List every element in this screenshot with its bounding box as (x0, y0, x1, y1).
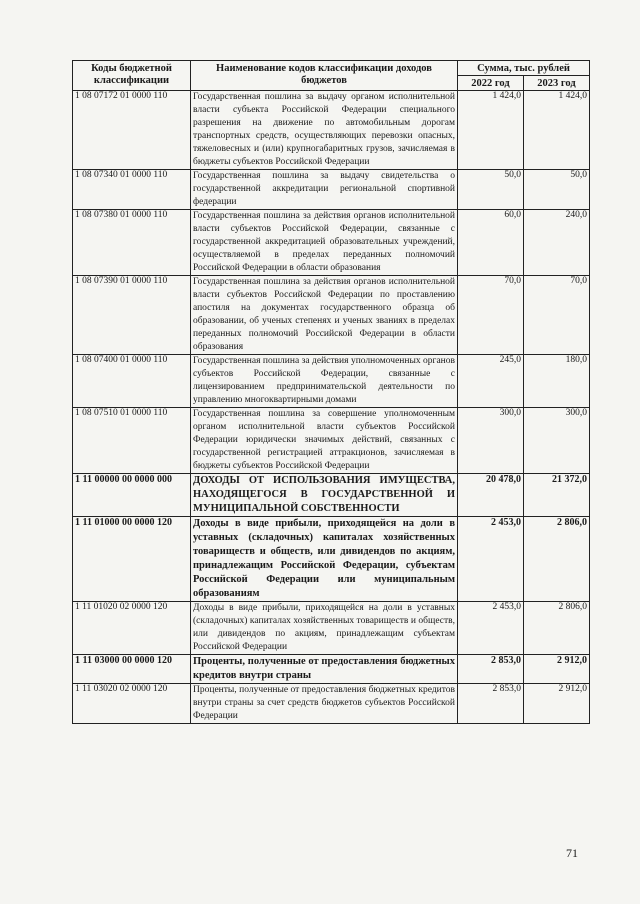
table-body (73, 91, 590, 724)
row-code: 1 08 07510 01 0000 110 (73, 408, 191, 474)
row-amount-2023: 2 806,0 (524, 517, 590, 602)
row-code: 1 11 00000 00 0000 000 (73, 474, 191, 517)
row-amount-2023: 70,0 (524, 276, 590, 355)
table-row (73, 170, 590, 210)
row-amount-2022: 50,0 (458, 170, 524, 210)
row-amount-2023: 21 372,0 (524, 474, 590, 517)
row-amount-2022: 2 853,0 (458, 684, 524, 724)
row-code: 1 11 03000 00 0000 120 (73, 655, 191, 684)
row-amount-2023: 2 912,0 (524, 684, 590, 724)
row-amount-2023: 2 806,0 (524, 602, 590, 655)
budget-revenue-table (72, 60, 590, 724)
row-code: 1 11 01020 02 0000 120 (73, 602, 191, 655)
row-name: Государственная пошлина за действия органов исполнительной власти субъектов Российской Федерации, связанные с государственной аккредитацией образовательных учреждений, осуществляемой в пределах переданных полномочий Российской Федерации в области образования (191, 210, 458, 276)
row-name: Доходы в виде прибыли, приходящейся на доли в уставных (складочных) капиталах хозяйственных товариществ и обществ, или дивидендов по акциям, принадлежащим Российской Федерации, субъектам Российской Федерации или муниципальным образованиям (191, 517, 458, 602)
row-amount-2022: 1 424,0 (458, 91, 524, 170)
row-amount-2023: 1 424,0 (524, 91, 590, 170)
row-amount-2022: 60,0 (458, 210, 524, 276)
table-row (73, 408, 590, 474)
header-name: Наименование кодов классификации доходов бюджетов (191, 61, 458, 91)
row-name: ДОХОДЫ ОТ ИСПОЛЬЗОВАНИЯ ИМУЩЕСТВА, НАХОДЯЩЕГОСЯ В ГОСУДАРСТВЕННОЙ И МУНИЦИПАЛЬНОЙ СОБСТВЕННОСТИ (191, 474, 458, 517)
header-sum: Сумма, тыс. рублей (458, 61, 590, 76)
row-amount-2023: 50,0 (524, 170, 590, 210)
header-year-2022: 2022 год (458, 76, 524, 91)
row-code: 1 08 07390 01 0000 110 (73, 276, 191, 355)
page-number: 71 (566, 846, 578, 860)
table-row (73, 474, 590, 517)
table-row (73, 684, 590, 724)
row-amount-2023: 300,0 (524, 408, 590, 474)
row-amount-2022: 245,0 (458, 355, 524, 408)
row-name: Государственная пошлина за действия уполномоченных органов субъектов Российской Федерации, связанные с лицензированием предпринимательской деятельности по управлению многоквартирными домами (191, 355, 458, 408)
row-code: 1 08 07340 01 0000 110 (73, 170, 191, 210)
row-name: Государственная пошлина за выдачу свидетельства о государственной аккредитации региональной спортивной федерации (191, 170, 458, 210)
table-row (73, 655, 590, 684)
row-code: 1 11 01000 00 0000 120 (73, 517, 191, 602)
table-row (73, 517, 590, 602)
row-code: 1 08 07172 01 0000 110 (73, 91, 191, 170)
header-codes: Коды бюджетной классификации (73, 61, 191, 91)
row-code: 1 11 03020 02 0000 120 (73, 684, 191, 724)
row-code: 1 08 07380 01 0000 110 (73, 210, 191, 276)
row-amount-2022: 70,0 (458, 276, 524, 355)
row-code: 1 08 07400 01 0000 110 (73, 355, 191, 408)
table-row (73, 276, 590, 355)
row-name: Государственная пошлина за действия органов исполнительной власти субъектов Российской Федерации по проставлению апостиля на документах государственного образца об образовании, об ученых степенях и ученых званиях в пределах переданных полномочий Российской Федерации в области образования (191, 276, 458, 355)
row-amount-2022: 2 453,0 (458, 602, 524, 655)
row-amount-2022: 300,0 (458, 408, 524, 474)
row-amount-2023: 240,0 (524, 210, 590, 276)
row-amount-2022: 2 453,0 (458, 517, 524, 602)
row-name: Государственная пошлина за совершение уполномоченным органом исполнительной власти субъектов Российской Федерации юридически значимых действий, связанных с государственной регистрацией аттракционов, зачисляемая в бюджеты субъектов Российской Федерации (191, 408, 458, 474)
table-row (73, 602, 590, 655)
row-amount-2022: 2 853,0 (458, 655, 524, 684)
row-name: Доходы в виде прибыли, приходящейся на доли в уставных (складочных) капиталах хозяйственных товариществ и обществ, или дивидендов по акциям, принадлежащим субъектам Российской Федерации (191, 602, 458, 655)
header-year-2023: 2023 год (524, 76, 590, 91)
row-amount-2022: 20 478,0 (458, 474, 524, 517)
row-name: Государственная пошлина за выдачу органом исполнительной власти субъекта Российской Федерации специального разрешения на движение по автомобильным дорогам транспортных средств, осуществляющих перевозки опасных, тяжеловесных и (или) крупногабаритных грузов, зачисляемая в бюджеты субъектов Российской Федерации (191, 91, 458, 170)
row-amount-2023: 180,0 (524, 355, 590, 408)
row-name: Проценты, полученные от предоставления бюджетных кредитов внутри страны за счет средств бюджетов субъектов Российской Федерации (191, 684, 458, 724)
row-amount-2023: 2 912,0 (524, 655, 590, 684)
table-row (73, 210, 590, 276)
table-row (73, 91, 590, 170)
table-row (73, 355, 590, 408)
row-name: Проценты, полученные от предоставления бюджетных кредитов внутри страны (191, 655, 458, 684)
